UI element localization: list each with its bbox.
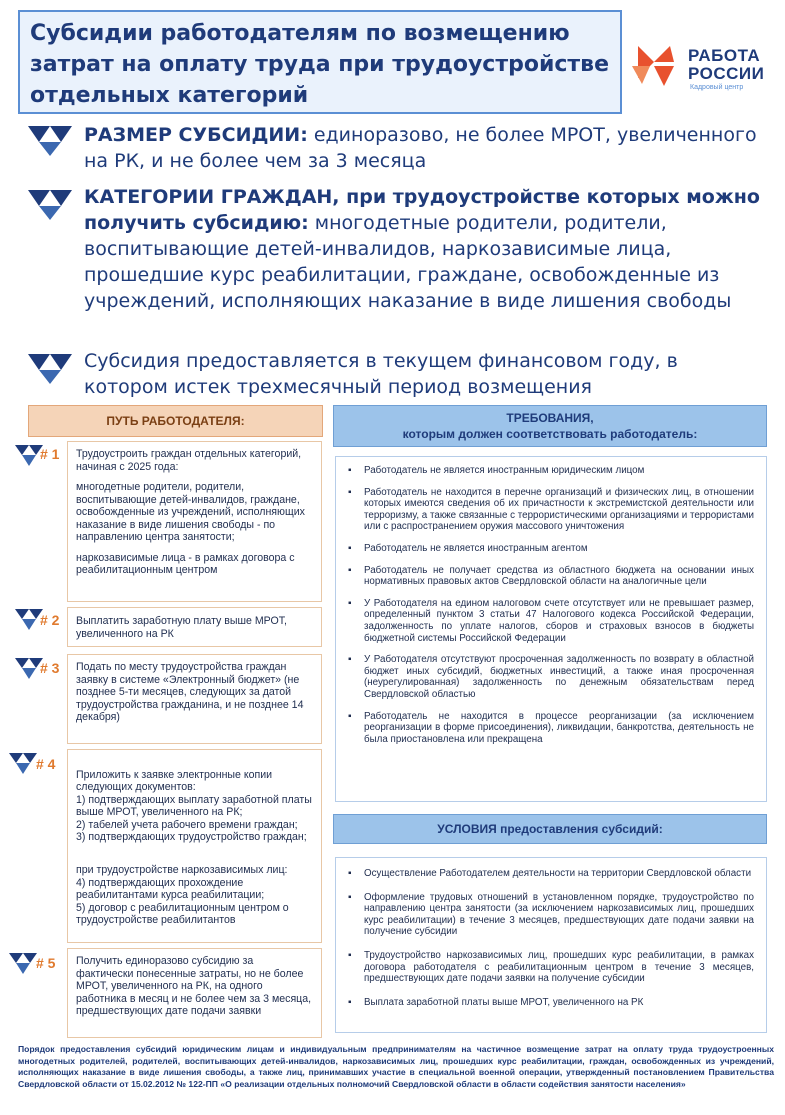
- step-text: Приложить к заявке электронные копии следующих документов: 1) подтверждающих выплату заработной платы выше МРОТ, увеличенного на РК; 2) табелей учета рабочего времени граждан; 3) подтверждающих трудоустройство граждан;: [76, 768, 312, 843]
- employer-path-header: ПУТЬ РАБОТОДАТЕЛЯ:: [28, 405, 323, 437]
- list-item: ▪ У Работодателя на едином налоговом счете отсутствует или не превышает размер, определенный пунктом 3 статьи 47 Налогового кодекса Российской Федерации, задолженность по уплате налогов, сборов и страховых взносов в бюджеты бюджетной системы Российской Федерации: [348, 598, 754, 644]
- triangle-bullet-icon: [26, 188, 74, 222]
- step-number: # 2: [40, 612, 60, 628]
- bullet-size-bold: РАЗМЕР СУБСИДИИ:: [84, 124, 308, 146]
- step-triangle-icon: [8, 952, 38, 976]
- footer-note: Порядок предоставления субсидий юридическим лицам и индивидуальным предпринимателям на частичное возмещение затрат на оплату труда трудоустроенных многодетных родителей, родителей, воспитывающих детей-инвалидов, наркозависимых лиц, прошедших курс реабилитации, граждан, освобожденных из учреждений, исполняющих наказание в виде лишения свободы, а также лиц, принимавших участие в специальной военной операции, утвержденный постановлением Правительства Свердловской области от 15.02.2012 № 122-ПП «О реализации отдельных полномочий Свердловской области в области содействия занятости населения»: [18, 1044, 774, 1089]
- list-item: ▪ Работодатель не является иностранным юридическим лицом: [348, 465, 754, 477]
- step-text: наркозависимые лица - в рамках договора с реабилитационным центром: [76, 551, 295, 576]
- requirements-list: [335, 456, 767, 802]
- bullet-period: [84, 348, 764, 400]
- step-text: Трудоустроить граждан отдельных категорий, начиная с 2025 года:: [76, 448, 302, 473]
- title-box: [18, 10, 622, 114]
- list-item: ▪ Работодатель не получает средства из областного бюджета на основании иных нормативных правовых актов Свердловской области на аналогичные цели: [348, 565, 754, 588]
- list-item: ▪ Осуществление Работодателем деятельности на территории Свердловской области: [348, 868, 754, 880]
- bullet-period-text: Субсидия предоставляется в текущем финансовом году, в котором истек трехмесячный период возмещения: [84, 350, 678, 398]
- bullet-categories-text: многодетные родители, родители, воспитывающие детей-инвалидов, наркозависимые лица, прошедшие курс реабилитации, граждане, освобожденные из учреждений, исполняющих наказание в виде лишения свободы: [84, 212, 732, 312]
- step-box-4: [67, 749, 322, 943]
- bullet-size-text: единоразово, не более МРОТ, увеличенного на РК, и не более чем за 3 месяца: [84, 124, 757, 172]
- logo: [628, 38, 778, 98]
- step-number: # 3: [40, 660, 60, 676]
- triangle-bullet-icon: [26, 352, 74, 386]
- requirements-header: [333, 405, 767, 447]
- step-text: многодетные родители, родители, воспитывающие детей-инвалидов, граждане, освобожденные из учреждений, исполняющих наказание в виде лишения свободы - по направлению центра занятости;: [76, 481, 305, 543]
- triangle-bullet-icon: [26, 124, 74, 158]
- requirements-header-line1: ТРЕБОВАНИЯ,: [506, 411, 594, 425]
- star-logo-icon: [628, 38, 684, 94]
- logo-line3: Кадровый центр: [690, 84, 744, 91]
- list-item: ▪ Работодатель не находится в процессе реорганизации (за исключением реорганизации в форме присоединения), ликвидации, банкротства, деятельность не была приостановлена или прекращена: [348, 711, 754, 746]
- bullet-categories-bold: КАТЕГОРИИ ГРАЖДАН, при трудоустройстве которых можно получить субсидию:: [84, 186, 760, 234]
- step-number: # 4: [36, 756, 56, 772]
- step-box-1: [67, 441, 322, 602]
- page-title: Субсидии работодателям по возмещению затрат на оплату труда при трудоустройстве отдельных категорий: [30, 21, 610, 108]
- requirements-header-line2: которым должен соответствовать работодатель:: [402, 427, 698, 441]
- step-box-5: [67, 948, 322, 1038]
- step-text: Выплатить заработную плату выше МРОТ, увеличенного на РК: [76, 615, 287, 640]
- conditions-header: УСЛОВИЯ предоставления субсидий:: [333, 814, 767, 844]
- step-box-3: [67, 654, 322, 744]
- list-item: ▪ Выплата заработной платы выше МРОТ, увеличенного на РК: [348, 997, 754, 1009]
- list-item: ▪ У Работодателя отсутствуют просроченная задолженность по возврату в областной бюджет иных субсидий, бюджетных инвестиций, а также иная просроченная (неурегулированная) задолженность по денежным обязательствам перед Свердловской областью: [348, 654, 754, 700]
- logo-line1: РАБОТА: [688, 46, 761, 65]
- step-text: Подать по месту трудоустройства граждан заявку в системе «Электронный бюджет» (не позднее 5-ти месяцев, следующих за датой трудоустройства гражданина, и не позднее 14 декабря): [76, 661, 304, 723]
- step-box-2: [67, 607, 322, 647]
- step-text: при трудоустройстве наркозависимых лиц: 4) подтверждающих прохождение реабилитантами курса реабилитации; 5) договор с реабилитационным центром о трудоустройстве реабилитантов: [76, 864, 289, 926]
- step-text: Получить единоразово субсидию за фактически понесенные затраты, но не более МРОТ, увеличенного на РК, на одного работника в месяц и не более чем за 3 месяца, предшествующих дате подачи заявки: [76, 955, 312, 1017]
- list-item: ▪ Работодатель не является иностранным агентом: [348, 543, 754, 555]
- bullet-categories: [84, 184, 774, 314]
- step-number: # 1: [40, 446, 60, 462]
- list-item: ▪ Оформление трудовых отношений в установленном порядке, трудоустройство по направлению центра занятости (за исключением наркозависимых лиц, прошедших курс реабилитации) в течение 3 месяцев, предшествующих дате подачи заявки на получение субсидии: [348, 892, 754, 938]
- list-item: ▪ Работодатель не находится в перечне организаций и физических лиц, в отношении которых имеются сведения об их причастности к экстремистской деятельности или терроризму, а также связанные с террористическими организациями и террористами или с распространением оружия массового уничтожения: [348, 487, 754, 533]
- logo-line2: РОССИИ: [688, 64, 765, 83]
- conditions-list: [335, 857, 767, 1033]
- step-number: # 5: [36, 955, 56, 971]
- list-item: ▪ Трудоустройство наркозависимых лиц, прошедших курс реабилитации, в рамках договора работодателя с реабилитационным центром в течение 3 месяцев, предшествующих дате подачи заявки на получение субсидии: [348, 950, 754, 985]
- step-triangle-icon: [8, 752, 38, 776]
- bullet-size: [84, 122, 764, 174]
